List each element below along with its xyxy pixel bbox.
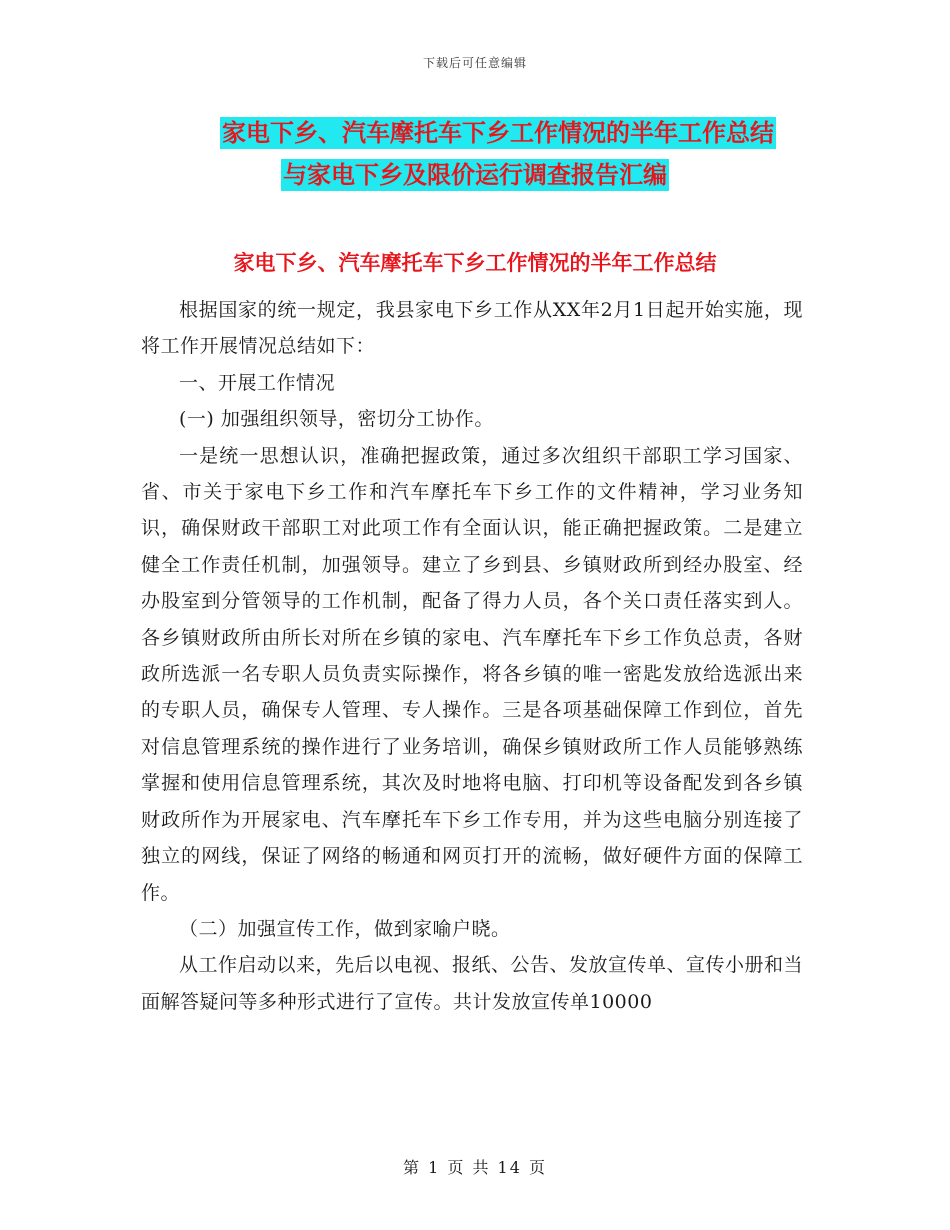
main-title-line-1-text: 家电下乡、汽车摩托车下乡工作情况的半年工作总结 — [222, 119, 774, 147]
body-text — [141, 292, 803, 1020]
header-note: 下载后可任意编辑 — [422, 56, 527, 70]
subheading-publicity: （二）加强宣传工作，做到家喻户晓。 — [179, 917, 511, 940]
page-number-footer: 第 1 页 共 14 页 — [403, 1158, 547, 1177]
paragraph-publicity: 从工作启动以来，先后以电视、报纸、公告、发放宣传单、宣传小册和当面解答疑问等多种形式进行了宣传。共计发放宣传单10000 — [141, 954, 804, 1013]
main-title-line-2-text: 与家电下乡及限价运行调查报告汇编 — [283, 161, 667, 189]
subheading-organization: (一) 加强组织领导，密切分工协作。 — [179, 408, 494, 431]
main-title-line-2 — [0, 154, 950, 196]
main-title — [0, 112, 950, 196]
paragraph-intro: 根据国家的统一规定，我县家电下乡工作从XX年2月1日起开始实施，现将工作开展情况总结如下： — [141, 299, 803, 358]
main-title-line-1 — [0, 112, 950, 154]
paragraph-organization: 一是统一思想认识，准确把握政策，通过多次组织干部职工学习国家、省、市关于家电下乡工作和汽车摩托车下乡工作的文件精神，学习业务知识，确保财政干部职工对此项工作有全面认识，能正确把握政策。二是建立健全工作责任机制，加强领导。建立了乡到县、乡镇财政所到经办股室、经办股室到分管领导的工作机制，配备了得力人员，各个关口责任落实到人。各乡镇财政所由所长对所在乡镇的家电、汽车摩托车下乡工作负总责，各财政所选派一名专职人员负责实际操作，将各乡镇的唯一密匙发放给选派出来的专职人员，确保专人管理、专人操作。三是各项基础保障工作到位，首先对信息管理系统的操作进行了业务培训，确保乡镇财政所工作人员能够熟练掌握和使用信息管理系统，其次及时地将电脑、打印机等设备配发到各乡镇财政所作为开展家电、汽车摩托车下乡工作专用，并为这些电脑分别连接了独立的网线，保证了网络的畅通和网页打开的流畅，做好硬件方面的保障工作。 — [141, 444, 803, 904]
heading-work-situation: 一、开展工作情况 — [179, 371, 336, 394]
section-title: 家电下乡、汽车摩托车下乡工作情况的半年工作总结 — [233, 251, 717, 275]
